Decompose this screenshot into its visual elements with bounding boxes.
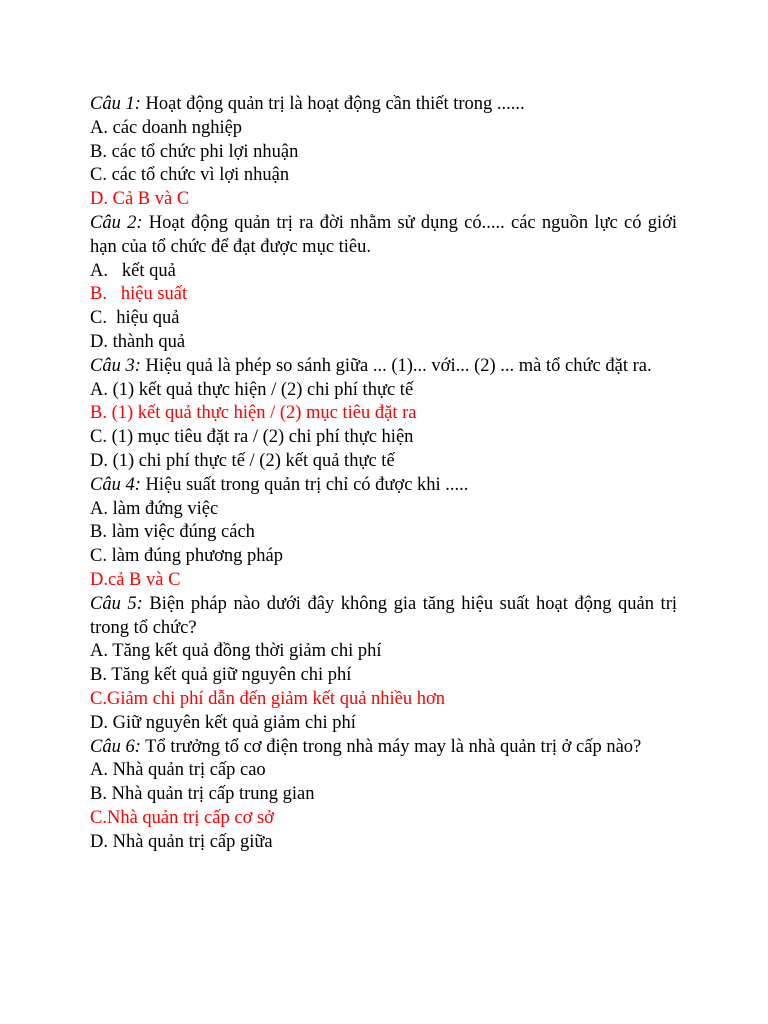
question-block-2 [90, 212, 677, 355]
question-block-6 [90, 736, 677, 855]
question-5-label: Câu 5: [90, 593, 143, 614]
question-1-option-c: C. các tổ chức vì lợi nhuận [90, 165, 290, 186]
question-4-option-c: C. làm đúng phương pháp [90, 546, 283, 567]
question-4-option-a: A. làm đứng việc [90, 498, 219, 519]
question-2 [90, 212, 677, 260]
question-3-option-a: A. (1) kết quả thực hiện / (2) chi phí thực tế [90, 379, 414, 400]
question-4-label: Câu 4: [90, 474, 141, 495]
question-2-option-d: D. thành quả [90, 331, 186, 352]
question-6 [90, 736, 677, 760]
question-2-label: Câu 2: [90, 212, 143, 233]
question-6-option-c: C.Nhà quản trị cấp cơ sở [90, 807, 274, 828]
document-page [90, 93, 677, 855]
question-1-option-b: B. các tổ chức phi lợi nhuận [90, 141, 299, 162]
question-4-option-b: B. làm việc đúng cách [90, 522, 255, 543]
question-2-text: Hoạt động quản trị ra đời nhằm sử dụng có..... các nguồn lực có giới hạn của tổ chức để đạt được mục tiêu. [90, 212, 678, 257]
question-block-4 [90, 474, 677, 593]
question-5-text: Biện pháp nào dưới đây không gia tăng hiệu suất hoạt động quản trị trong tổ chức? [90, 593, 677, 638]
question-3-option-d: D. (1) chi phí thực tế / (2) kết quả thực tế [90, 450, 395, 471]
question-1-text: Hoạt động quản trị là hoạt động cần thiết trong ...... [140, 94, 525, 114]
question-1-option-d: D. Cả B và C [90, 189, 190, 210]
question-3-option-c: C. (1) mục tiêu đặt ra / (2) chi phí thực hiện [90, 427, 414, 448]
question-5-option-d: D. Giữ nguyên kết quả giảm chi phí [90, 712, 356, 733]
question-block-3 [90, 355, 677, 474]
question-6-option-b: B. Nhà quản trị cấp trung gian [90, 784, 315, 805]
question-5-option-c: C.Giảm chi phí dẫn đến giảm kết quả nhiều hơn [90, 688, 446, 709]
question-3-label: Câu 3: [90, 355, 141, 376]
question-1-label: Câu 1: [90, 94, 141, 114]
question-4-text: Hiệu suất trong quản trị chỉ có được khi ..... [140, 474, 469, 495]
question-6-label: Câu 6: [90, 736, 141, 757]
question-2-option-b: B. hiệu suất [90, 284, 188, 305]
question-5-option-a: A. Tăng kết quả đồng thời giảm chi phí [90, 641, 382, 662]
question-5-option-b: B. Tăng kết quả giữ nguyên chi phí [90, 665, 352, 686]
question-4 [90, 474, 677, 498]
question-1 [90, 93, 677, 117]
question-3 [90, 355, 677, 379]
question-1-option-a: A. các doanh nghiệp [90, 117, 243, 138]
question-3-option-b: B. (1) kết quả thực hiện / (2) mục tiêu đặt ra [90, 403, 417, 424]
question-5 [90, 593, 677, 641]
question-block-1 [90, 93, 677, 212]
question-4-option-d: D.cả B và C [90, 569, 181, 590]
question-block-5 [90, 593, 677, 736]
question-6-text: Tổ trưởng tổ cơ điện trong nhà máy may là nhà quản trị ở cấp nào? [140, 736, 642, 757]
question-6-option-d: D. Nhà quản trị cấp giữa [90, 831, 273, 852]
question-3-text: Hiệu quả là phép so sánh giữa ... (1)... với... (2) ... mà tổ chức đặt ra. [140, 355, 652, 376]
question-2-option-a: A. kết quả [90, 260, 176, 281]
question-2-option-c: C. hiệu quả [90, 308, 180, 329]
question-6-option-a: A. Nhà quản trị cấp cao [90, 760, 266, 781]
